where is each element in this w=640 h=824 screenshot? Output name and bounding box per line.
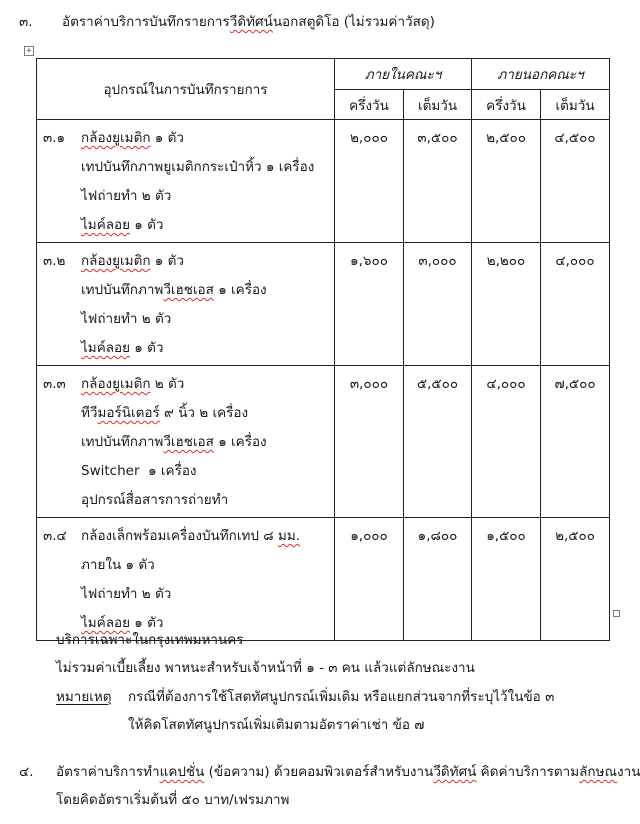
header-inside-faculty: ภายในคณะฯ xyxy=(335,59,472,90)
row-line: ไฟถ่ายทำ ๒ ตัว xyxy=(81,188,172,204)
row-3-1-description xyxy=(37,120,335,243)
row-3-3-inside-half: ๓,๐๐๐ xyxy=(335,366,404,518)
section-3-heading xyxy=(62,14,435,30)
row-3-1-outside-half: ๒,๕๐๐ xyxy=(472,120,541,243)
remark-line-2: ให้คิดโสตทัศนูปกรณ์เพิ่มเติมตามอัตราค่าเช่า ข้อ ๗ xyxy=(128,717,425,733)
table-row xyxy=(37,120,610,243)
row-3-1-inside-full: ๓,๕๐๐ xyxy=(404,120,472,243)
row-line: เทปบันทึกภาพวีเฮชเอส ๑ เครื่อง xyxy=(81,282,267,298)
row-3-2-inside-half: ๑,๖๐๐ xyxy=(335,243,404,366)
row-line: ไฟถ่ายทำ ๒ ตัว xyxy=(81,311,172,327)
row-3-4-inside-full: ๑,๘๐๐ xyxy=(404,518,472,641)
row-line: ภายใน ๑ ตัว xyxy=(81,557,155,573)
section-3-number: ๓. xyxy=(19,14,33,30)
row-line: เทปบันทึกภาพวีเฮชเอส ๑ เครื่อง xyxy=(81,434,267,450)
note-allowance-excluded: ไม่รวมค่าเบี้ยเลี้ยง พาหนะสำหรับเจ้าหน้าที่ ๑ - ๓ คน แล้วแต่ลักษณะงาน xyxy=(56,660,475,676)
row-3-1-outside-full: ๔,๕๐๐ xyxy=(541,120,610,243)
header-outside-half-day: ครึ่งวัน xyxy=(472,90,541,120)
row-3-4-outside-half: ๑,๕๐๐ xyxy=(472,518,541,641)
row-index: ๓.๒ xyxy=(43,253,66,269)
rate-table xyxy=(36,58,610,641)
row-line: ไมค์ลอย ๑ ตัว xyxy=(81,340,164,356)
row-3-3-inside-full: ๕,๕๐๐ xyxy=(404,366,472,518)
remark-label: หมายเหตุ xyxy=(56,689,112,705)
table-move-handle-icon[interactable]: + xyxy=(24,46,34,56)
row-line: กล้องเล็กพร้อมเครื่องบันทึกเทป ๘ มม. xyxy=(81,528,301,544)
header-outside-full-day: เต็มวัน xyxy=(541,90,610,120)
row-3-4-outside-full: ๒,๕๐๐ xyxy=(541,518,610,641)
row-3-2-inside-full: ๓,๐๐๐ xyxy=(404,243,472,366)
section-4-line-1: อัตราค่าบริการทำแคปชั่น (ข้อความ) ด้วยคอมพิวเตอร์สำหรับงานวีดิทัศน์ คิดค่าบริการตามลักษณงาน xyxy=(56,764,640,780)
row-3-2-outside-half: ๒,๒๐๐ xyxy=(472,243,541,366)
header-outside-faculty: ภายนอกคณะฯ xyxy=(472,59,610,90)
row-3-2-outside-full: ๔,๐๐๐ xyxy=(541,243,610,366)
row-line: อุปกรณ์สื่อสารการถ่ายทำ xyxy=(81,492,229,508)
row-3-3-outside-half: ๔,๐๐๐ xyxy=(472,366,541,518)
header-inside-half-day: ครึ่งวัน xyxy=(335,90,404,120)
row-index: ๓.๔ xyxy=(43,528,67,544)
header-inside-full-day: เต็มวัน xyxy=(404,90,472,120)
row-line: กล้องยูเมติก ๒ ตัว xyxy=(81,376,185,392)
table-row xyxy=(37,366,610,518)
row-line: Switcher ๑ เครื่อง xyxy=(81,463,197,479)
row-3-3-description xyxy=(37,366,335,518)
section-4-number: ๔. xyxy=(19,764,34,780)
row-line: ทีวีมอร์นิเตอร์ ๙ นิ้ว ๒ เครื่อง xyxy=(81,405,249,421)
row-line: กล้องยูเมติก ๑ ตัว xyxy=(81,253,185,269)
row-line: ไมค์ลอย ๑ ตัว xyxy=(81,217,164,233)
remark-line-1: กรณีที่ต้องการใช้โสตทัศนูปกรณ์เพิ่มเติม หรือแยกส่วนจากที่ระบุไว้ในข้อ ๓ xyxy=(128,689,555,705)
header-equipment: อุปกรณ์ในการบันทึกรายการ xyxy=(37,59,335,120)
table-row xyxy=(37,243,610,366)
section-3-heading-part2: วีดิทัศน์ xyxy=(229,14,273,30)
row-line: เทปบันทึกภาพยูเมติกกระเป๋าหิ้ว ๑ เครื่อง xyxy=(81,159,315,175)
section-3-heading-part1: อัตราค่าบริการบันทึกรายการ xyxy=(62,14,230,30)
row-3-3-outside-full: ๗,๕๐๐ xyxy=(541,366,610,518)
section-3-heading-part3: นอกสตูดิโอ (ไม่รวมค่าวัสดุ) xyxy=(272,14,435,30)
table-row xyxy=(37,518,610,641)
note-bangkok-only: บริการเฉพาะในกรุงเทพมหานคร xyxy=(56,632,244,648)
row-line: กล้องยูเมติก ๑ ตัว xyxy=(81,130,185,146)
row-index: ๓.๑ xyxy=(43,130,66,146)
row-3-1-inside-half: ๒,๐๐๐ xyxy=(335,120,404,243)
row-index: ๓.๓ xyxy=(43,376,66,392)
table-resize-handle[interactable] xyxy=(613,610,620,617)
section-4-line-2: โดยคิดอัตราเริ่มต้นที่ ๕๐ บาท/เฟรมภาพ xyxy=(56,792,290,808)
row-3-2-description xyxy=(37,243,335,366)
row-3-4-description xyxy=(37,518,335,641)
row-line: ไมค์ลอย ๑ ตัว xyxy=(81,615,164,631)
row-line: ไฟถ่ายทำ ๒ ตัว xyxy=(81,586,172,602)
row-3-4-inside-half: ๑,๐๐๐ xyxy=(335,518,404,641)
